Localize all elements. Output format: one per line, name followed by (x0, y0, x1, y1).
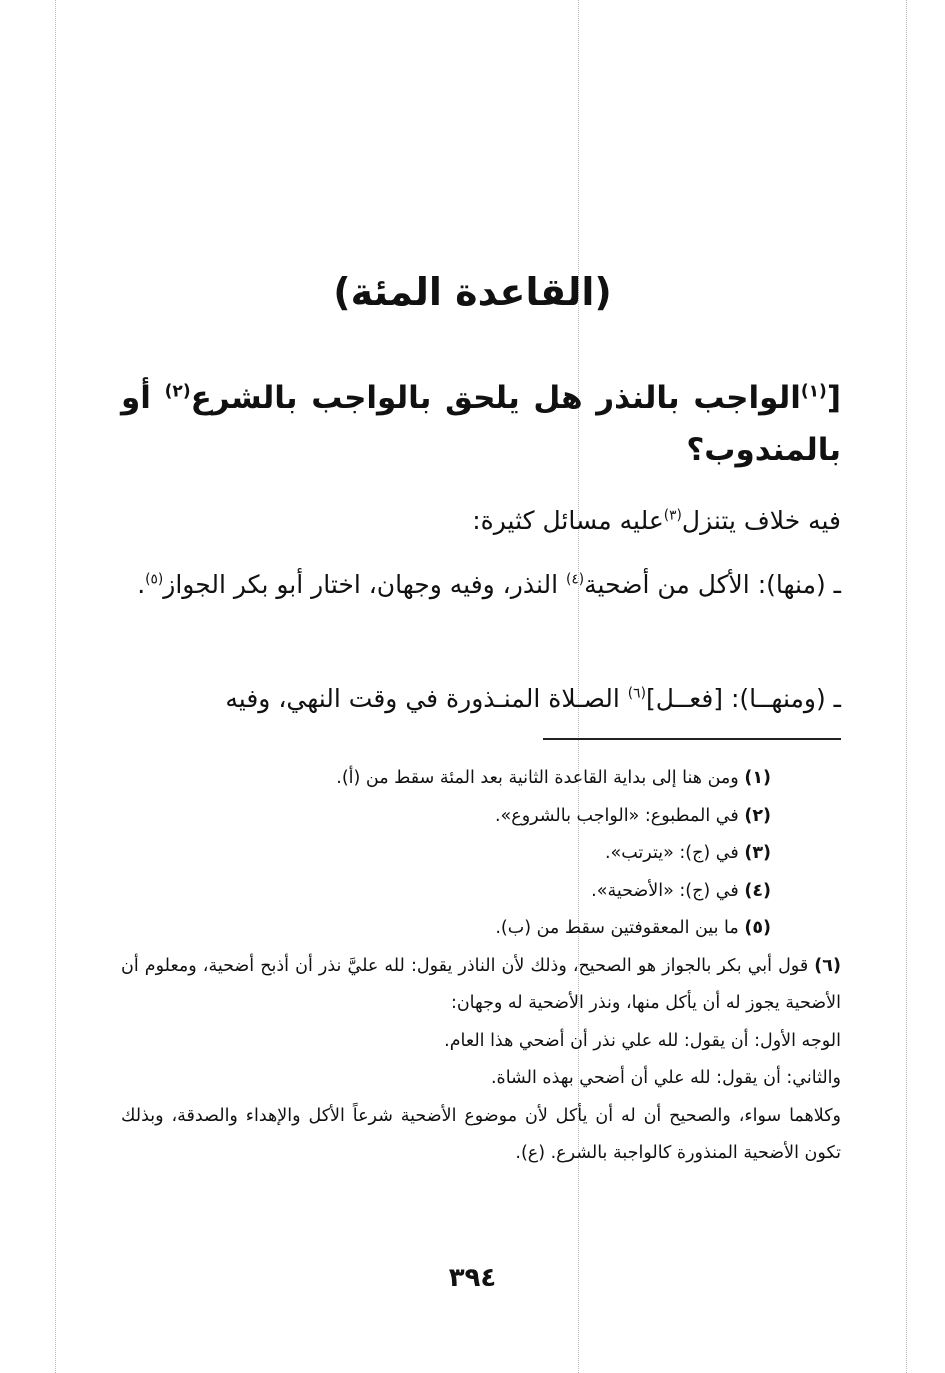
issue-item-2 (121, 670, 841, 728)
footnote-continuation: وكلاهما سواء، والصحيح أن له أن يأكل لأن موضوع الأضحية شرعاً الأكل والإهداء والصدقة، وبذلك تكون الأضحية المنذورة كالواجبة بالشرع. (ع). (121, 1105, 841, 1163)
scan-margin-line (55, 0, 56, 1373)
footnotes (121, 760, 841, 1173)
rule-heading (121, 372, 841, 476)
footnote: (٦) قول أبي بكر بالجواز هو الصحيح، وذلك لأن الناذر يقول: لله عليَّ نذر أن أذبح أضحية، ومعلوم أن الأضحية يجوز له أن يأكل منها، ونذر الأضحية له وجهان: (121, 955, 841, 1013)
page-number: ٣٩٤ (448, 1263, 497, 1293)
item-lead: ـ (ومنهــا): (723, 684, 841, 713)
footnote-continuation: الوجه الأول: أن يقول: لله علي نذر أن أضحي هذا العام. (444, 1030, 841, 1051)
item-text: الصـلاة المنـذورة في وقت النهي، وفيه (225, 684, 628, 713)
item-text: [فعــل] (645, 684, 724, 713)
item-lead: ـ (منها): (749, 570, 841, 599)
footnote: (١) ومن هنا إلى بداية القاعدة الثانية بعد المئة سقط من (أ). (336, 768, 771, 788)
footnote-ref: (٥) (145, 571, 164, 588)
item-text: الأكل من أضحية (584, 570, 750, 599)
footnote: (٢) في المطبوع: «الواجب بالشروع». (494, 805, 771, 826)
footnote-ref: (١) (800, 381, 827, 402)
footnote-ref: (٢) (164, 381, 191, 402)
footnote-continuation: والثاني: أن يقول: لله علي أن أضحي بهذه الشاة. (490, 1068, 841, 1088)
heading-text-end: أو بالمندوب؟ (121, 380, 841, 468)
footnote: (٥) ما بين المعقوفتين سقط من (ب). (495, 918, 771, 938)
footnote-separator (543, 738, 841, 740)
heading-bracket: [ (826, 380, 842, 416)
footnote: (٣) في (ج): «يترتب». (604, 843, 771, 863)
intro-paragraph (121, 492, 841, 550)
footnote-ref: (٣) (663, 507, 682, 524)
item-text: النذر، وفيه وجهان، اختار أبو بكر الجواز (163, 570, 566, 599)
intro-text-end: عليه مسائل كثيرة: (472, 506, 664, 535)
heading-text: الواجب بالنذر هل يلحق بالواجب بالشرع (190, 380, 801, 416)
footnote-ref: (٤) (566, 571, 585, 588)
intro-text: فيه خلاف يتنزل (681, 506, 841, 535)
footnote-ref: (٦) (627, 685, 646, 702)
footnote: (٤) في (ج): «الأضحية». (591, 880, 771, 901)
issue-item-1 (121, 556, 841, 614)
scan-margin-line (906, 0, 907, 1373)
item-end: . (137, 570, 146, 599)
rule-title: (القاعدة المئة) (333, 270, 612, 314)
